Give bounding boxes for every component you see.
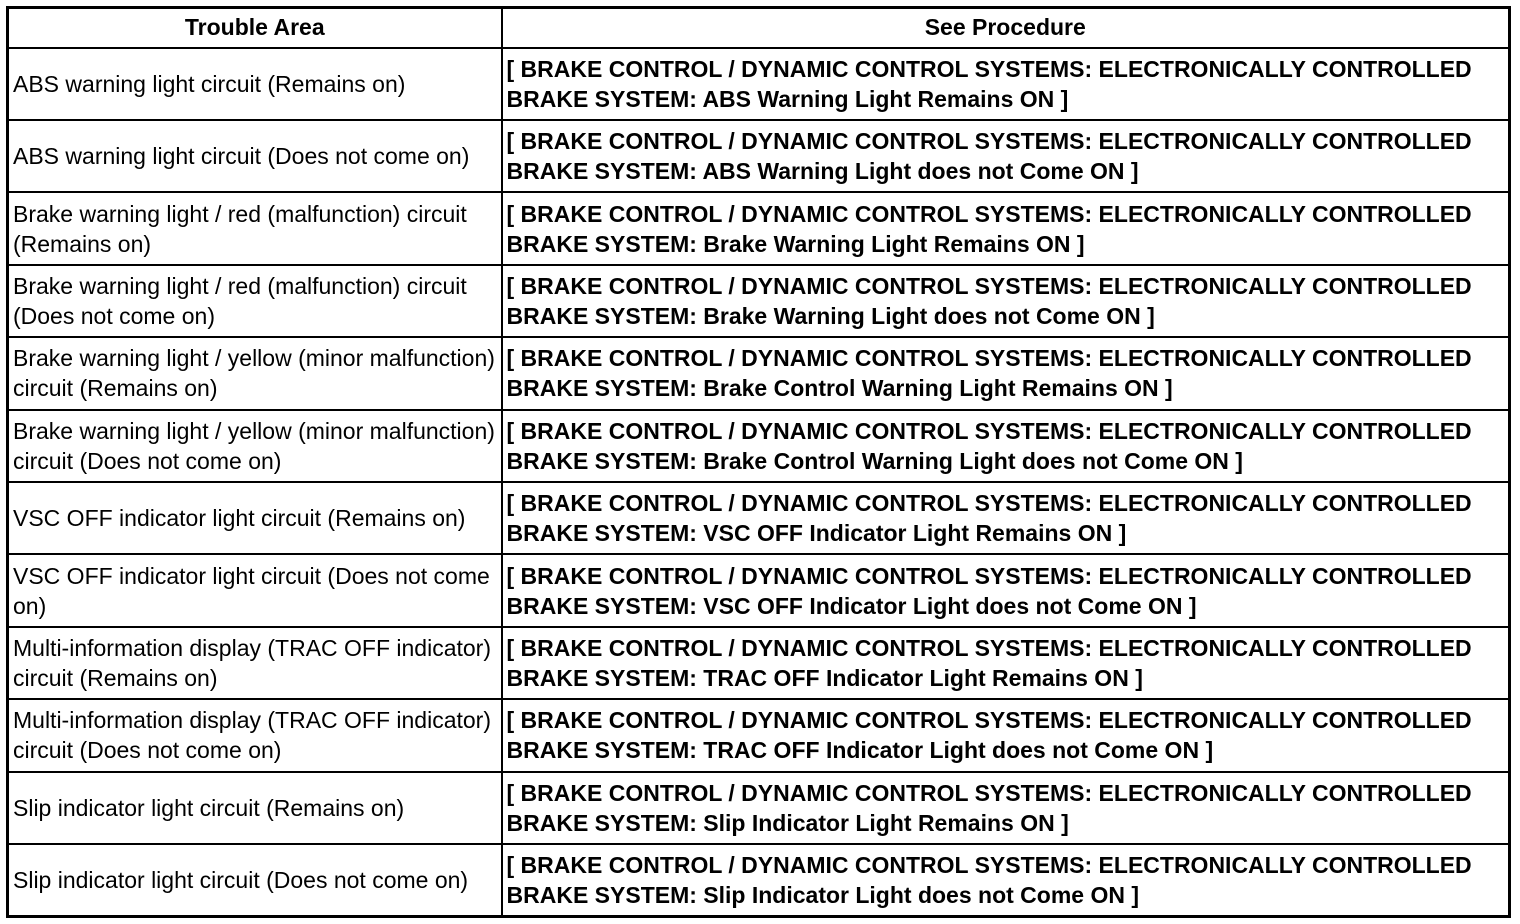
table-row [8, 337, 1510, 409]
trouble-area-cell: VSC OFF indicator light circuit (Does not come on) [8, 554, 502, 626]
procedure-link[interactable]: [ BRAKE CONTROL / DYNAMIC CONTROL SYSTEMS: ELECTRONICALLY CONTROLLED BRAKE SYSTEM: Brake Warning Light does not Come ON ] [502, 265, 1510, 337]
procedure-link[interactable]: [ BRAKE CONTROL / DYNAMIC CONTROL SYSTEMS: ELECTRONICALLY CONTROLLED BRAKE SYSTEM: ABS Warning Light does not Come ON ] [502, 120, 1510, 192]
trouble-area-cell: Slip indicator light circuit (Does not come on) [8, 844, 502, 917]
trouble-area-cell: Multi-information display (TRAC OFF indicator) circuit (Does not come on) [8, 699, 502, 771]
table-row [8, 48, 1510, 120]
table-row [8, 120, 1510, 192]
procedure-link[interactable]: [ BRAKE CONTROL / DYNAMIC CONTROL SYSTEMS: ELECTRONICALLY CONTROLLED BRAKE SYSTEM: ABS Warning Light Remains ON ] [502, 48, 1510, 120]
procedure-link[interactable]: [ BRAKE CONTROL / DYNAMIC CONTROL SYSTEMS: ELECTRONICALLY CONTROLLED BRAKE SYSTEM: Slip Indicator Light does not Come ON ] [502, 844, 1510, 917]
table-row [8, 554, 1510, 626]
header-row [8, 8, 1510, 48]
trouble-area-cell: VSC OFF indicator light circuit (Remains on) [8, 482, 502, 554]
procedure-link[interactable]: [ BRAKE CONTROL / DYNAMIC CONTROL SYSTEMS: ELECTRONICALLY CONTROLLED BRAKE SYSTEM: TRAC OFF Indicator Light Remains ON ] [502, 627, 1510, 699]
table-row [8, 482, 1510, 554]
procedure-link[interactable]: [ BRAKE CONTROL / DYNAMIC CONTROL SYSTEMS: ELECTRONICALLY CONTROLLED BRAKE SYSTEM: Brake Control Warning Light does not Come ON ] [502, 410, 1510, 482]
trouble-area-cell: Brake warning light / red (malfunction) circuit (Remains on) [8, 192, 502, 264]
table-body [8, 48, 1510, 917]
trouble-area-cell: Slip indicator light circuit (Remains on) [8, 772, 502, 844]
trouble-area-cell: ABS warning light circuit (Remains on) [8, 48, 502, 120]
procedure-link[interactable]: [ BRAKE CONTROL / DYNAMIC CONTROL SYSTEMS: ELECTRONICALLY CONTROLLED BRAKE SYSTEM: Slip Indicator Light Remains ON ] [502, 772, 1510, 844]
table-row [8, 627, 1510, 699]
trouble-area-cell: Brake warning light / yellow (minor malfunction) circuit (Does not come on) [8, 410, 502, 482]
procedure-link[interactable]: [ BRAKE CONTROL / DYNAMIC CONTROL SYSTEMS: ELECTRONICALLY CONTROLLED BRAKE SYSTEM: Brake Warning Light Remains ON ] [502, 192, 1510, 264]
header-see-procedure: See Procedure [502, 8, 1510, 48]
table-row [8, 772, 1510, 844]
header-trouble-area: Trouble Area [8, 8, 502, 48]
procedure-link[interactable]: [ BRAKE CONTROL / DYNAMIC CONTROL SYSTEMS: ELECTRONICALLY CONTROLLED BRAKE SYSTEM: Brake Control Warning Light Remains ON ] [502, 337, 1510, 409]
table-row [8, 265, 1510, 337]
trouble-area-cell: ABS warning light circuit (Does not come on) [8, 120, 502, 192]
table-row [8, 844, 1510, 917]
procedure-link[interactable]: [ BRAKE CONTROL / DYNAMIC CONTROL SYSTEMS: ELECTRONICALLY CONTROLLED BRAKE SYSTEM: TRAC OFF Indicator Light does not Come ON ] [502, 699, 1510, 771]
table-row [8, 410, 1510, 482]
table-header [8, 8, 1510, 48]
procedure-link[interactable]: [ BRAKE CONTROL / DYNAMIC CONTROL SYSTEMS: ELECTRONICALLY CONTROLLED BRAKE SYSTEM: VSC OFF Indicator Light Remains ON ] [502, 482, 1510, 554]
trouble-area-table [6, 6, 1511, 918]
trouble-area-cell: Multi-information display (TRAC OFF indicator) circuit (Remains on) [8, 627, 502, 699]
trouble-area-cell: Brake warning light / red (malfunction) circuit (Does not come on) [8, 265, 502, 337]
procedure-link[interactable]: [ BRAKE CONTROL / DYNAMIC CONTROL SYSTEMS: ELECTRONICALLY CONTROLLED BRAKE SYSTEM: VSC OFF Indicator Light does not Come ON ] [502, 554, 1510, 626]
table-row [8, 192, 1510, 264]
trouble-area-cell: Brake warning light / yellow (minor malfunction) circuit (Remains on) [8, 337, 502, 409]
table-row [8, 699, 1510, 771]
